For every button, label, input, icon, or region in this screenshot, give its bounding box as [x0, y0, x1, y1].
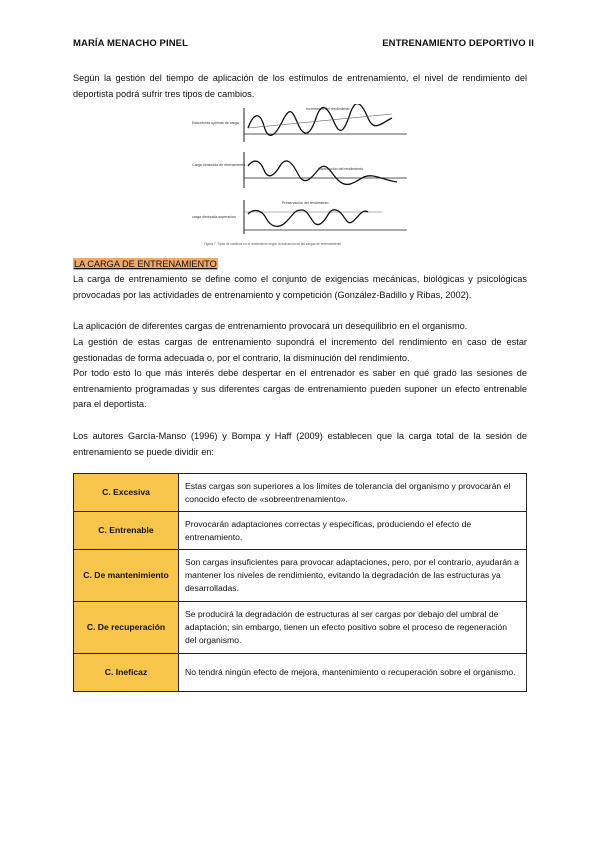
figure-label-p3-top: Preservación del rendimiento: [282, 201, 329, 205]
load-name: C. Entrenable: [74, 512, 179, 550]
header-subject: ENTRENAMIENTO DEPORTIVO II: [382, 38, 534, 49]
figure-label-p3-left: carga diminuida superacion: [192, 215, 236, 219]
load-description: Estas cargas son superiores a los límites de tolerancia del organismo y provocarán el conocido efecto de «sobreentrenamiento».: [179, 474, 527, 512]
intro-paragraph: Según la gestión del tiempo de aplicación de los estímulos de entrenamiento, el nivel de rendimiento del deportista podrá sufrir tres tipos de cambios.: [73, 73, 527, 99]
load-types-table: [73, 473, 527, 692]
header-author: MARÍA MENACHO PINEL: [73, 38, 189, 49]
table-row: [74, 474, 527, 512]
paragraph-definition: La carga de entrenamiento se define como el conjunto de exigencias mecánicas, biológicas y psicológicas provocadas por las actividades de entrenamiento y competición (González-Badillo y Ribas, 2002).: [73, 274, 527, 300]
load-name: C. Ineficaz: [74, 654, 179, 692]
performance-changes-figure: [192, 104, 414, 248]
load-description: Se producirá la degradación de estructuras al ser cargas por debajo del umbral de adaptación; sin embargo, tienen un efecto positivo sobre el proceso de regeneración del organismo.: [179, 602, 527, 654]
figure-label-p1-top: Incremento del rendimiento: [306, 107, 350, 111]
paragraph-coach-interest: Por todo esto lo que más interés debe despertar en el entrenador es saber en qué grado las sesiones de entrenamiento programadas y sus diferentes cargas de entrenamiento pueden suponer un efecto entrenable para el deportista.: [73, 368, 527, 409]
figure-label-p2-left: Carga diminuida de ntrenamiento: [192, 163, 246, 167]
load-name: C. De recuperación: [74, 602, 179, 654]
load-name: C. De mantenimiento: [74, 550, 179, 602]
figure-label-p1-left: Estructuras optimas de carga: [192, 121, 239, 125]
table-row: [74, 654, 527, 692]
load-description: No tendrá ningún efecto de mejora, mantenimiento o recuperación sobre el organismo.: [179, 654, 527, 692]
figure-label-p2-right: Disminución del rendimiento: [318, 167, 364, 171]
section-title: LA CARGA DE ENTRENAMIENTO: [74, 259, 217, 269]
paragraph-imbalance: La aplicación de diferentes cargas de entrenamiento provocará un desequilibrio en el organismo.: [73, 321, 468, 331]
table-row: [74, 602, 527, 654]
paragraph-management: La gestión de estas cargas de entrenamiento supondrá el incremento del rendimiento en caso de estar gestionadas de forma adecuada o, por el contrario, la disminución del rendimiento.: [73, 337, 527, 363]
figure-caption: Figura 7. Tipos de cambios en el rendimiento según la estructura de las cargas de entrenamiento: [204, 242, 342, 246]
load-name: C. Excesiva: [74, 474, 179, 512]
paragraph-authors: Los autores García-Manso (1996) y Bompa y Haff (2009) establecen que la carga total de la sesión de entrenamiento se puede dividir en:: [73, 431, 527, 457]
load-description: Provocarán adaptaciones correctas y específicas, produciendo el efecto de entrenamiento.: [179, 512, 527, 550]
table-row: [74, 512, 527, 550]
load-description: Son cargas insuficientes para provocar adaptaciones, pero, por el contrario, ayudarán a mantener los niveles de rendimiento, evitando la degradación de las estructuras ya desarrolladas.: [179, 550, 527, 602]
table-row: [74, 550, 527, 602]
